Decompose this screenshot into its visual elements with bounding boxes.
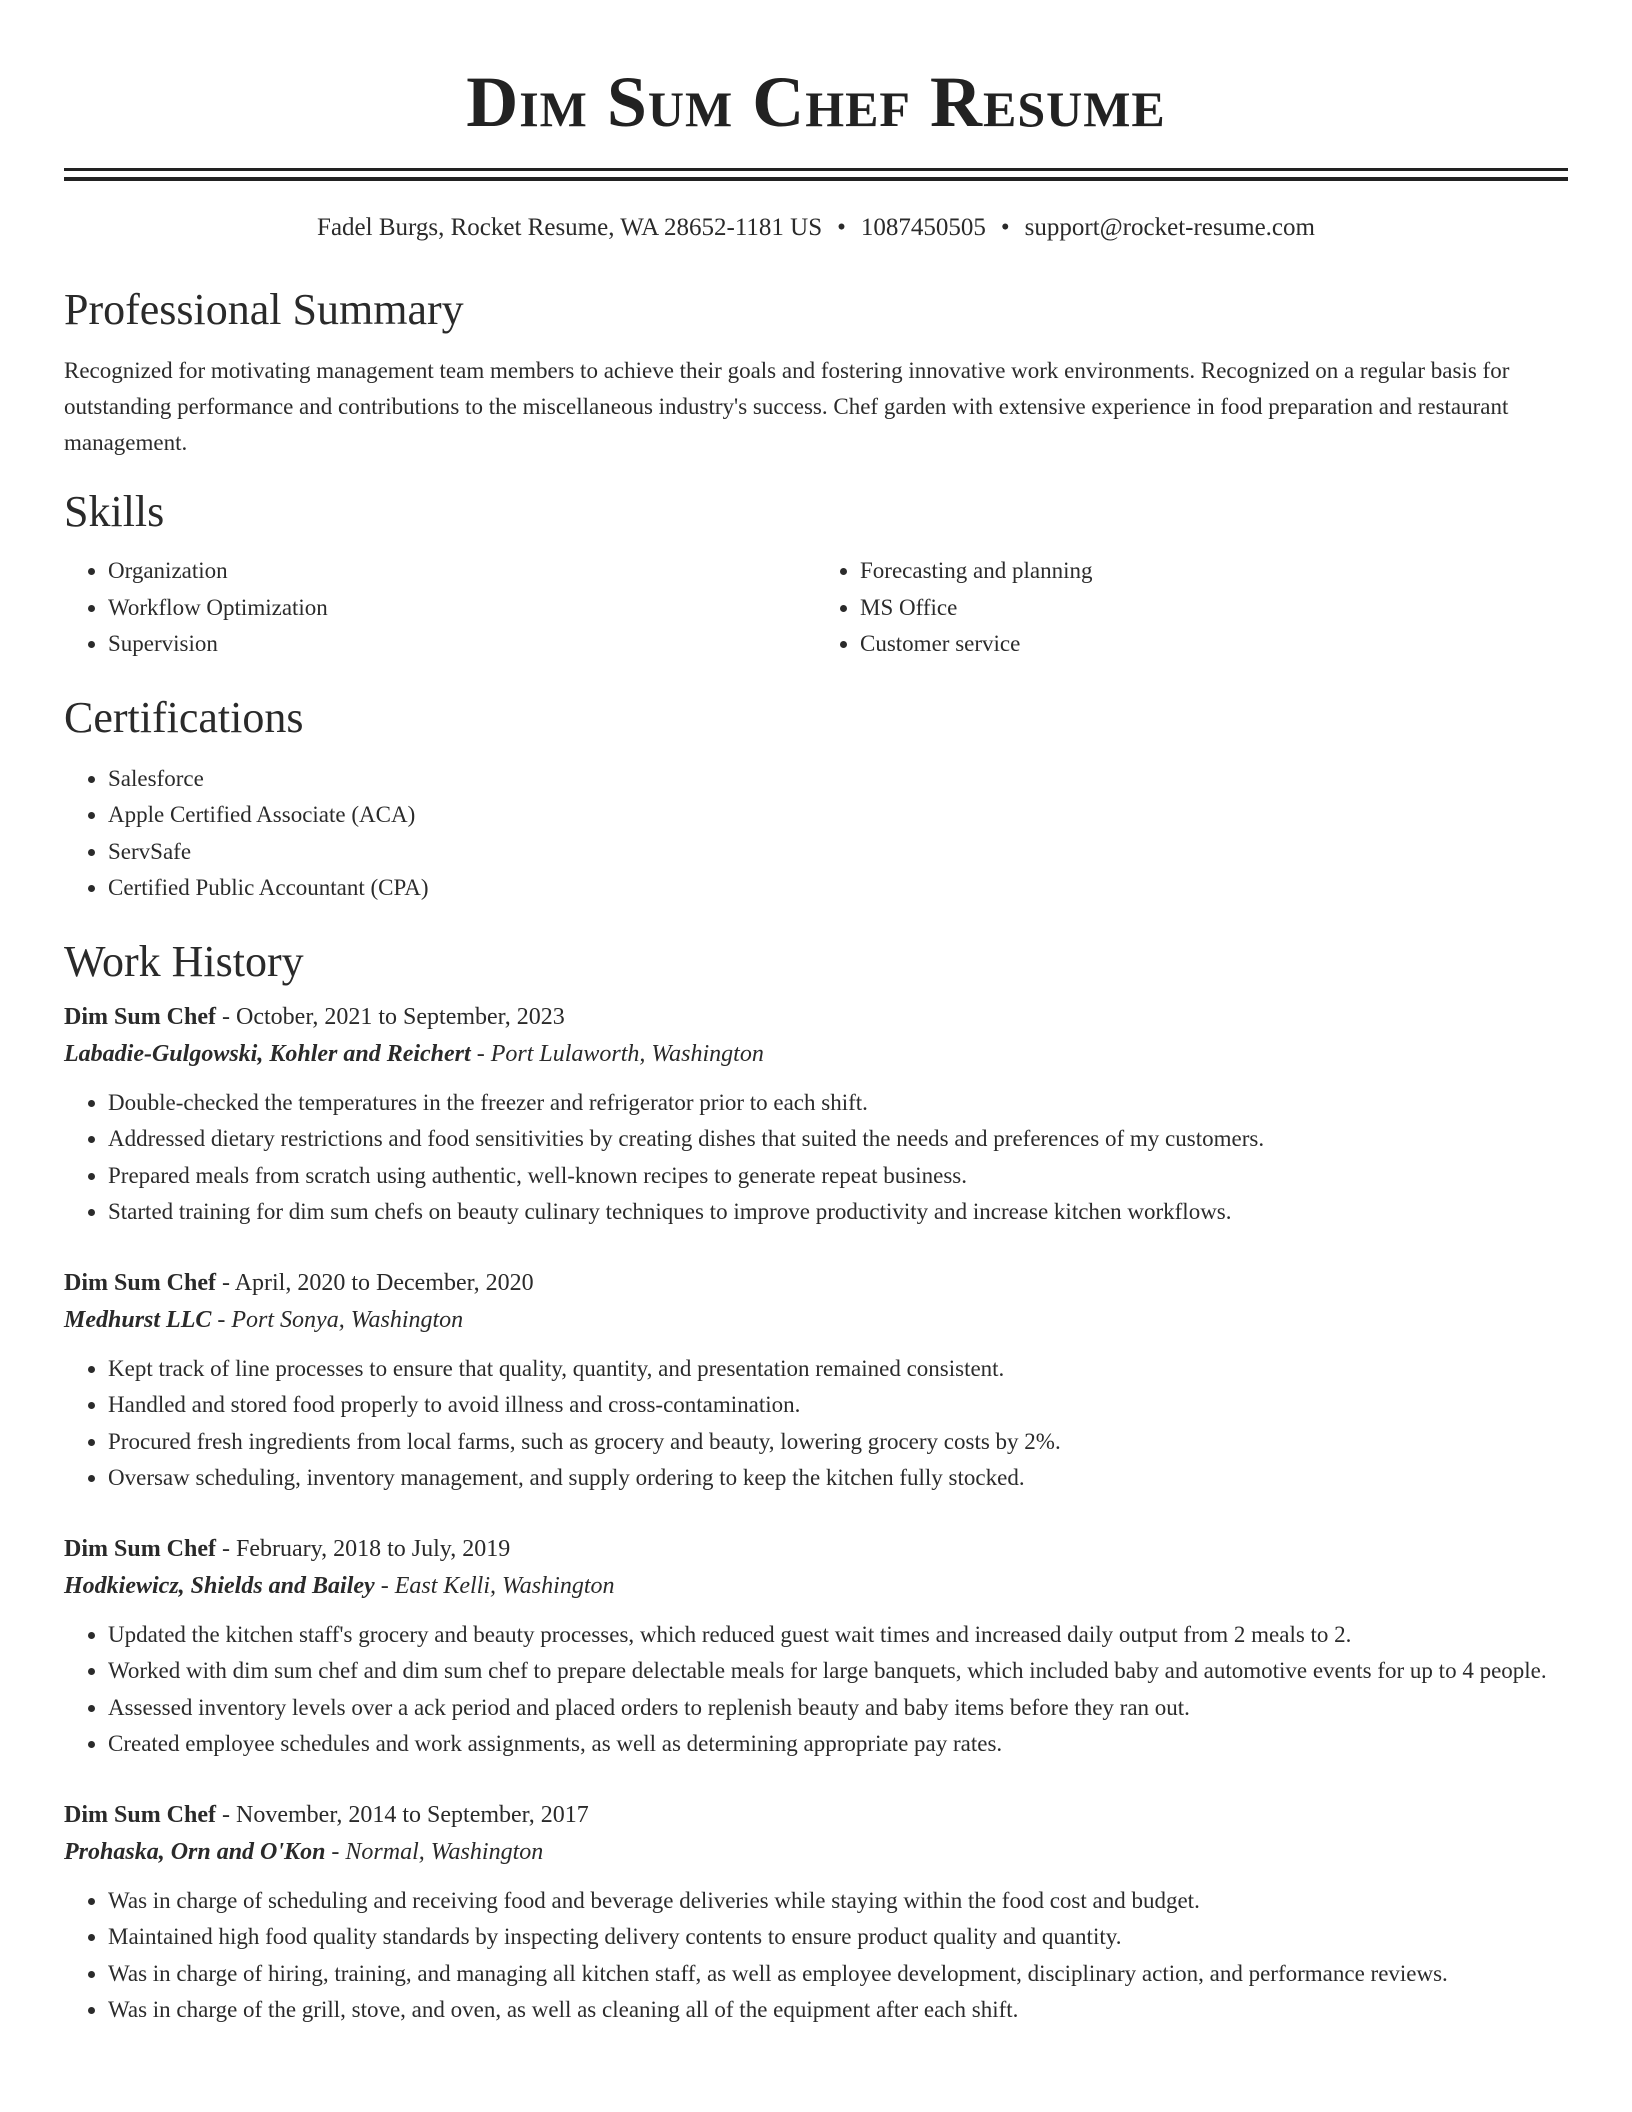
job-bullet: • Assessed inventory levels over a ack period and placed orders to replenish beauty and baby items before they ran out. <box>108 1690 1568 1727</box>
job-bullets <box>64 1085 1568 1231</box>
summary-text: Recognized for motivating management team members to achieve their goals and fostering innovative work environments. Recognized on a regular basis for outstanding performance and contributions to the miscellaneous industry's success. Chef garden with extensive experience in food preparation and restaurant management. <box>64 358 1510 455</box>
job-entry <box>64 1797 1568 2029</box>
contact-separator: • <box>837 214 846 241</box>
skills-column-right <box>816 553 1568 663</box>
job-company: Labadie-Gulgowski, Kohler and Reichert <box>64 1040 471 1067</box>
job-bullet: • Worked with dim sum chef and dim sum chef to prepare delectable meals for large banquets, which included baby and automotive events for up to 4 people. <box>108 1653 1568 1690</box>
contact-phone[interactable]: 1087450505 <box>860 214 986 241</box>
job-title: Dim Sum Chef <box>64 1535 217 1562</box>
skill-item: • Supervision <box>108 626 816 663</box>
job-entry <box>64 1531 1568 1763</box>
job-company: Prohaska, Orn and O'Kon <box>64 1838 326 1865</box>
job-entry <box>64 999 1568 1231</box>
contact-address: Fadel Burgs, Rocket Resume, WA 28652-1181 US <box>317 214 823 241</box>
job-company: Hodkiewicz, Shields and Bailey <box>64 1572 375 1599</box>
job-bullet: • Addressed dietary restrictions and food sensitivities by creating dishes that suited the needs and preferences of my customers. <box>108 1121 1568 1158</box>
job-company-line <box>64 1035 1568 1073</box>
job-dash: - <box>211 1306 232 1333</box>
job-title: Dim Sum Chef <box>64 1003 217 1030</box>
job-dates: April, 2020 to December, 2020 <box>234 1269 534 1296</box>
job-bullet: • Prepared meals from scratch using authentic, well-known recipes to generate repeat business. <box>108 1158 1568 1195</box>
skill-item: • Forecasting and planning <box>860 553 1568 590</box>
summary-heading: Professional Summary <box>64 285 464 334</box>
job-bullets <box>64 1883 1568 2029</box>
job-bullet: • Was in charge of scheduling and receiving food and beverage deliveries while staying within the food cost and budget. <box>108 1883 1568 1920</box>
job-bullet: • Handled and stored food properly to avoid illness and cross-contamination. <box>108 1387 1568 1424</box>
certification-item: • Salesforce <box>108 761 1568 798</box>
job-bullets <box>64 1351 1568 1497</box>
resume-title: Dim Sum Chef Resume <box>466 62 1166 142</box>
job-location: Normal, Washington <box>345 1838 544 1865</box>
job-dates: November, 2014 to September, 2017 <box>236 1801 589 1828</box>
job-title: Dim Sum Chef <box>64 1801 217 1828</box>
job-dash: - <box>216 1801 237 1828</box>
job-title-line <box>64 1797 1568 1833</box>
skills-column-left <box>64 553 816 663</box>
job-bullet: • Oversaw scheduling, inventory management, and supply ordering to keep the kitchen fully stocked. <box>108 1460 1568 1497</box>
skill-item: • Customer service <box>860 626 1568 663</box>
work-history-heading: Work History <box>64 936 304 986</box>
job-bullet: • Maintained high food quality standards by inspecting delivery contents to ensure product quality and quantity. <box>108 1919 1568 1956</box>
job-title-line <box>64 1531 1568 1567</box>
title-divider-thick <box>64 177 1568 181</box>
title-divider-thin <box>64 168 1568 171</box>
job-title-line <box>64 999 1568 1035</box>
job-company-line <box>64 1567 1568 1605</box>
job-title-line <box>64 1265 1568 1301</box>
certification-item: • Apple Certified Associate (ACA) <box>108 797 1568 834</box>
skill-item: • MS Office <box>860 590 1568 627</box>
job-location: Port Lulaworth, Washington <box>490 1040 764 1067</box>
job-location: Port Sonya, Washington <box>231 1306 464 1333</box>
certifications-heading: Certifications <box>64 692 304 742</box>
contact-line <box>64 213 1568 243</box>
job-dash: - <box>216 1535 237 1562</box>
job-company-line <box>64 1833 1568 1871</box>
job-dash: - <box>216 1003 237 1030</box>
skill-item: • Workflow Optimization <box>108 590 816 627</box>
job-bullet: • Procured fresh ingredients from local farms, such as grocery and beauty, lowering grocery costs by 2%. <box>108 1424 1568 1461</box>
job-bullet: • Started training for dim sum chefs on beauty culinary techniques to improve productivity and increase kitchen workflows. <box>108 1194 1568 1231</box>
job-dash: - <box>470 1040 491 1067</box>
resume-page <box>64 0 1568 2029</box>
job-title: Dim Sum Chef <box>64 1269 217 1296</box>
skill-item: • Organization <box>108 553 816 590</box>
job-bullet: • Kept track of line processes to ensure that quality, quantity, and presentation remained consistent. <box>108 1351 1568 1388</box>
certification-item: • ServSafe <box>108 834 1568 871</box>
job-location: East Kelli, Washington <box>394 1572 615 1599</box>
job-dates: October, 2021 to September, 2023 <box>236 1003 565 1030</box>
job-dash: - <box>325 1838 346 1865</box>
job-bullet: • Double-checked the temperatures in the freezer and refrigerator prior to each shift. <box>108 1085 1568 1122</box>
certifications-list <box>64 761 1568 907</box>
job-entry <box>64 1265 1568 1497</box>
job-dash: - <box>216 1269 235 1296</box>
certification-item: • Certified Public Accountant (CPA) <box>108 870 1568 907</box>
job-bullet: • Updated the kitchen staff's grocery and beauty processes, which reduced guest wait times and increased daily output from 2 meals to 2. <box>108 1617 1568 1654</box>
job-bullets <box>64 1617 1568 1763</box>
skills-list <box>64 553 1568 663</box>
job-dates: February, 2018 to July, 2019 <box>236 1535 511 1562</box>
job-company: Medhurst LLC <box>64 1306 212 1333</box>
contact-separator: • <box>1000 214 1010 241</box>
contact-email[interactable]: support@rocket-resume.com <box>1024 214 1315 241</box>
job-bullet: • Was in charge of the grill, stove, and oven, as well as cleaning all of the equipment after each shift. <box>108 1992 1568 2029</box>
job-dash: - <box>374 1572 395 1599</box>
job-bullet: • Was in charge of hiring, training, and managing all kitchen staff, as well as employee development, disciplinary action, and performance reviews. <box>108 1956 1568 1993</box>
job-company-line <box>64 1301 1568 1339</box>
job-bullet: • Created employee schedules and work assignments, as well as determining appropriate pay rates. <box>108 1726 1568 1763</box>
skills-heading: Skills <box>64 487 165 536</box>
